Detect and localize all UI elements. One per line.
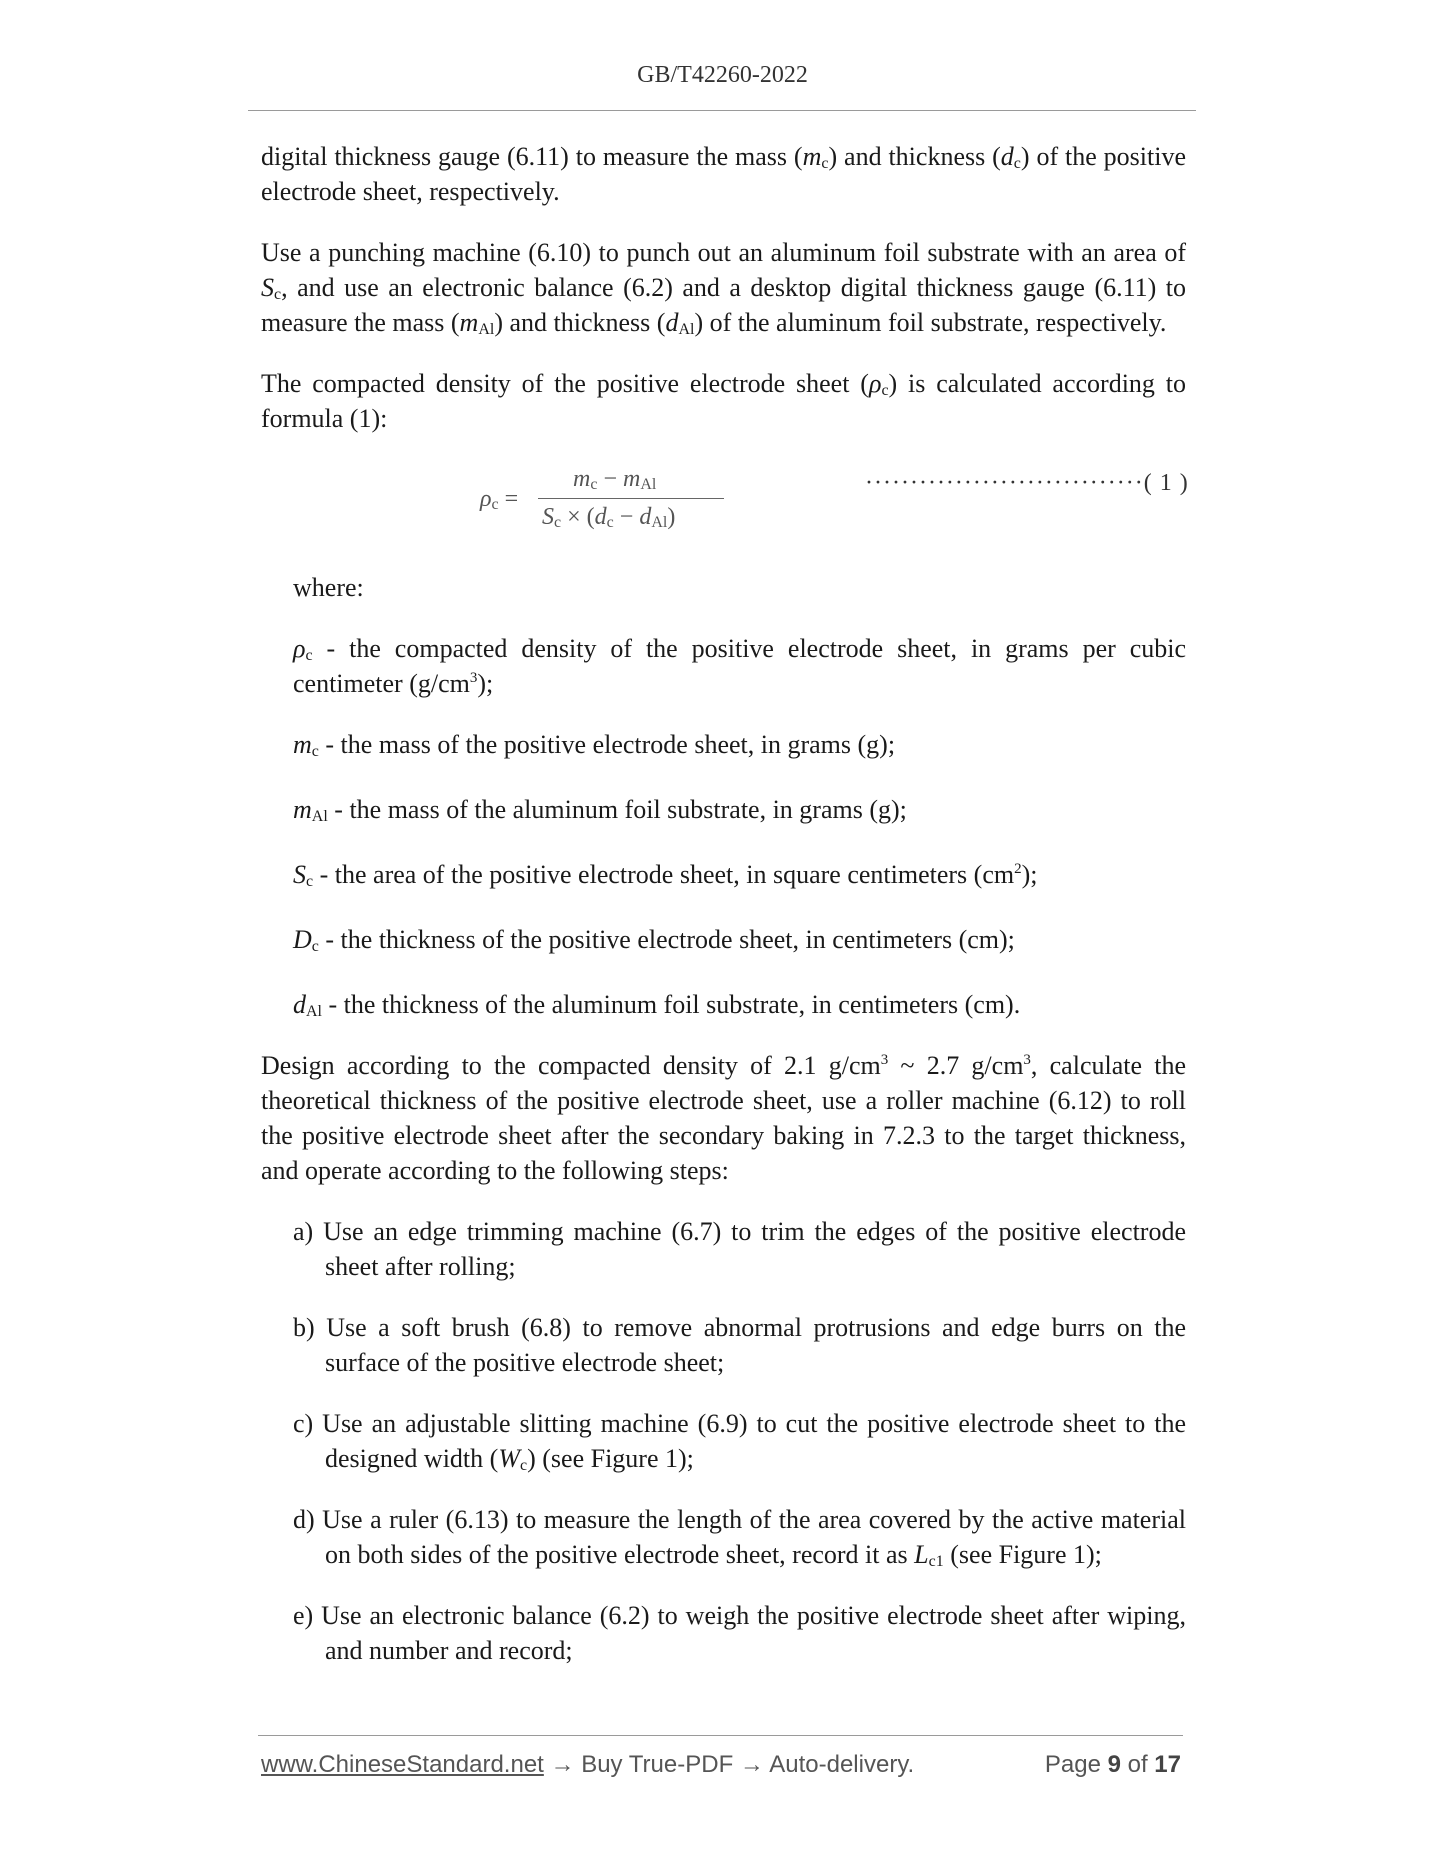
page-header-doc-number: GB/T42260-2022 [637, 62, 808, 88]
definition-m-c: $m_c$ - the mass of the positive electrode sheet, in grams (g); [293, 730, 896, 760]
paragraph-formula-intro: The compacted density of the positive electrode sheet $(\rho_c)$ is calculated according to formula (1): [261, 369, 1186, 433]
total-pages: 17 [1154, 1751, 1181, 1778]
paragraph-design-density: Design according to the compacted density of 2.1 $g/cm^3$ ~ 2.7 $g/cm^3$, calculate the theoretical thickness of the positive electrode sheet, use a roller machine (6.12) to roll the positive electrode sheet after the secondary baking in 7.2.3 to the target thickness, and operate according to the following steps: [261, 1051, 1186, 1185]
step-c-slitting: c) Use an adjustable slitting machine (6.9) to cut the positive electrode sheet to the designed width $(W_c)$ (see Figure 1); [293, 1409, 1186, 1474]
definition-d-c: $D_c$ - the thickness of the positive electrode sheet, in centimeters (cm); [293, 925, 1015, 955]
formula-fraction-bar [538, 498, 724, 499]
footer-promo: www.ChineseStandard.net → Buy True-PDF → Auto-delivery. [261, 1751, 915, 1778]
header-divider [248, 110, 1196, 111]
definition-d-al: $d_{Al}$ - the thickness of the aluminum foil substrate, in centimeters (cm). [293, 990, 1021, 1020]
page-footer [261, 1751, 1181, 1783]
definition-m-al: $m_{Al}$ - the mass of the aluminum foil substrate, in grams (g); [293, 795, 907, 825]
step-a-edge-trimming: a) Use an edge trimming machine (6.7) to trim the edges of the positive electrode sheet after rolling; [293, 1217, 1186, 1281]
step-b-soft-brush: b) Use a soft brush (6.8) to remove abnormal protrusions and edge burrs on the surface of the positive electrode sheet; [293, 1313, 1186, 1377]
paragraph-aluminum-substrate: Use a punching machine (6.10) to punch out an aluminum foil substrate with an area of $S_c$, and use an electronic balance (6.2) and a desktop digital thickness gauge (6.11) to measure the mass $(m_{Al})$ and thickness $(d_{Al})$ of the aluminum foil substrate, respectively. [261, 238, 1186, 338]
step-d-ruler: d) Use a ruler (6.13) to measure the length of the area covered by the active material on both sides of the positive electrode sheet, record it as $L_{c1}$ (see Figure 1); [293, 1505, 1186, 1570]
page-indicator: Page 9 of 17 [1044, 1751, 1181, 1778]
footer-site-link[interactable]: www.ChineseStandard.net [261, 1751, 544, 1778]
definition-rho-c: $\rho_c$ - the compacted density of the positive electrode sheet, in grams per cubic centimeter $(g/cm^3)$; [293, 634, 1186, 698]
page-body [261, 139, 1189, 1668]
footer-divider [258, 1735, 1183, 1736]
step-e-weigh: e) Use an electronic balance (6.2) to weigh the positive electrode sheet after wiping, and number and record; [293, 1601, 1186, 1665]
arrow-right-icon: → [543, 1751, 582, 1778]
paragraph-measure-positive: digital thickness gauge (6.11) to measure the mass $(m_c)$ and thickness $(d_c)$ of the positive electrode sheet, respectively. [261, 142, 1186, 206]
current-page-number: 9 [1107, 1751, 1121, 1778]
formula-number: ·······························( 1 ) [865, 470, 1189, 496]
formula-1 [261, 444, 1189, 544]
formula-lhs: $\rho_c$ = [480, 486, 519, 513]
definition-s-c: $S_c$ - the area of the positive electrode sheet, in square centimeters $(cm^2)$; [293, 860, 1038, 890]
arrow-right-icon: → [733, 1751, 770, 1778]
formula-numerator: $m_c - m_{Al}$ [573, 466, 657, 493]
formula-denominator: $S_c \times (d_c - d_{Al})$ [542, 504, 676, 531]
where-label: where: [293, 573, 364, 602]
